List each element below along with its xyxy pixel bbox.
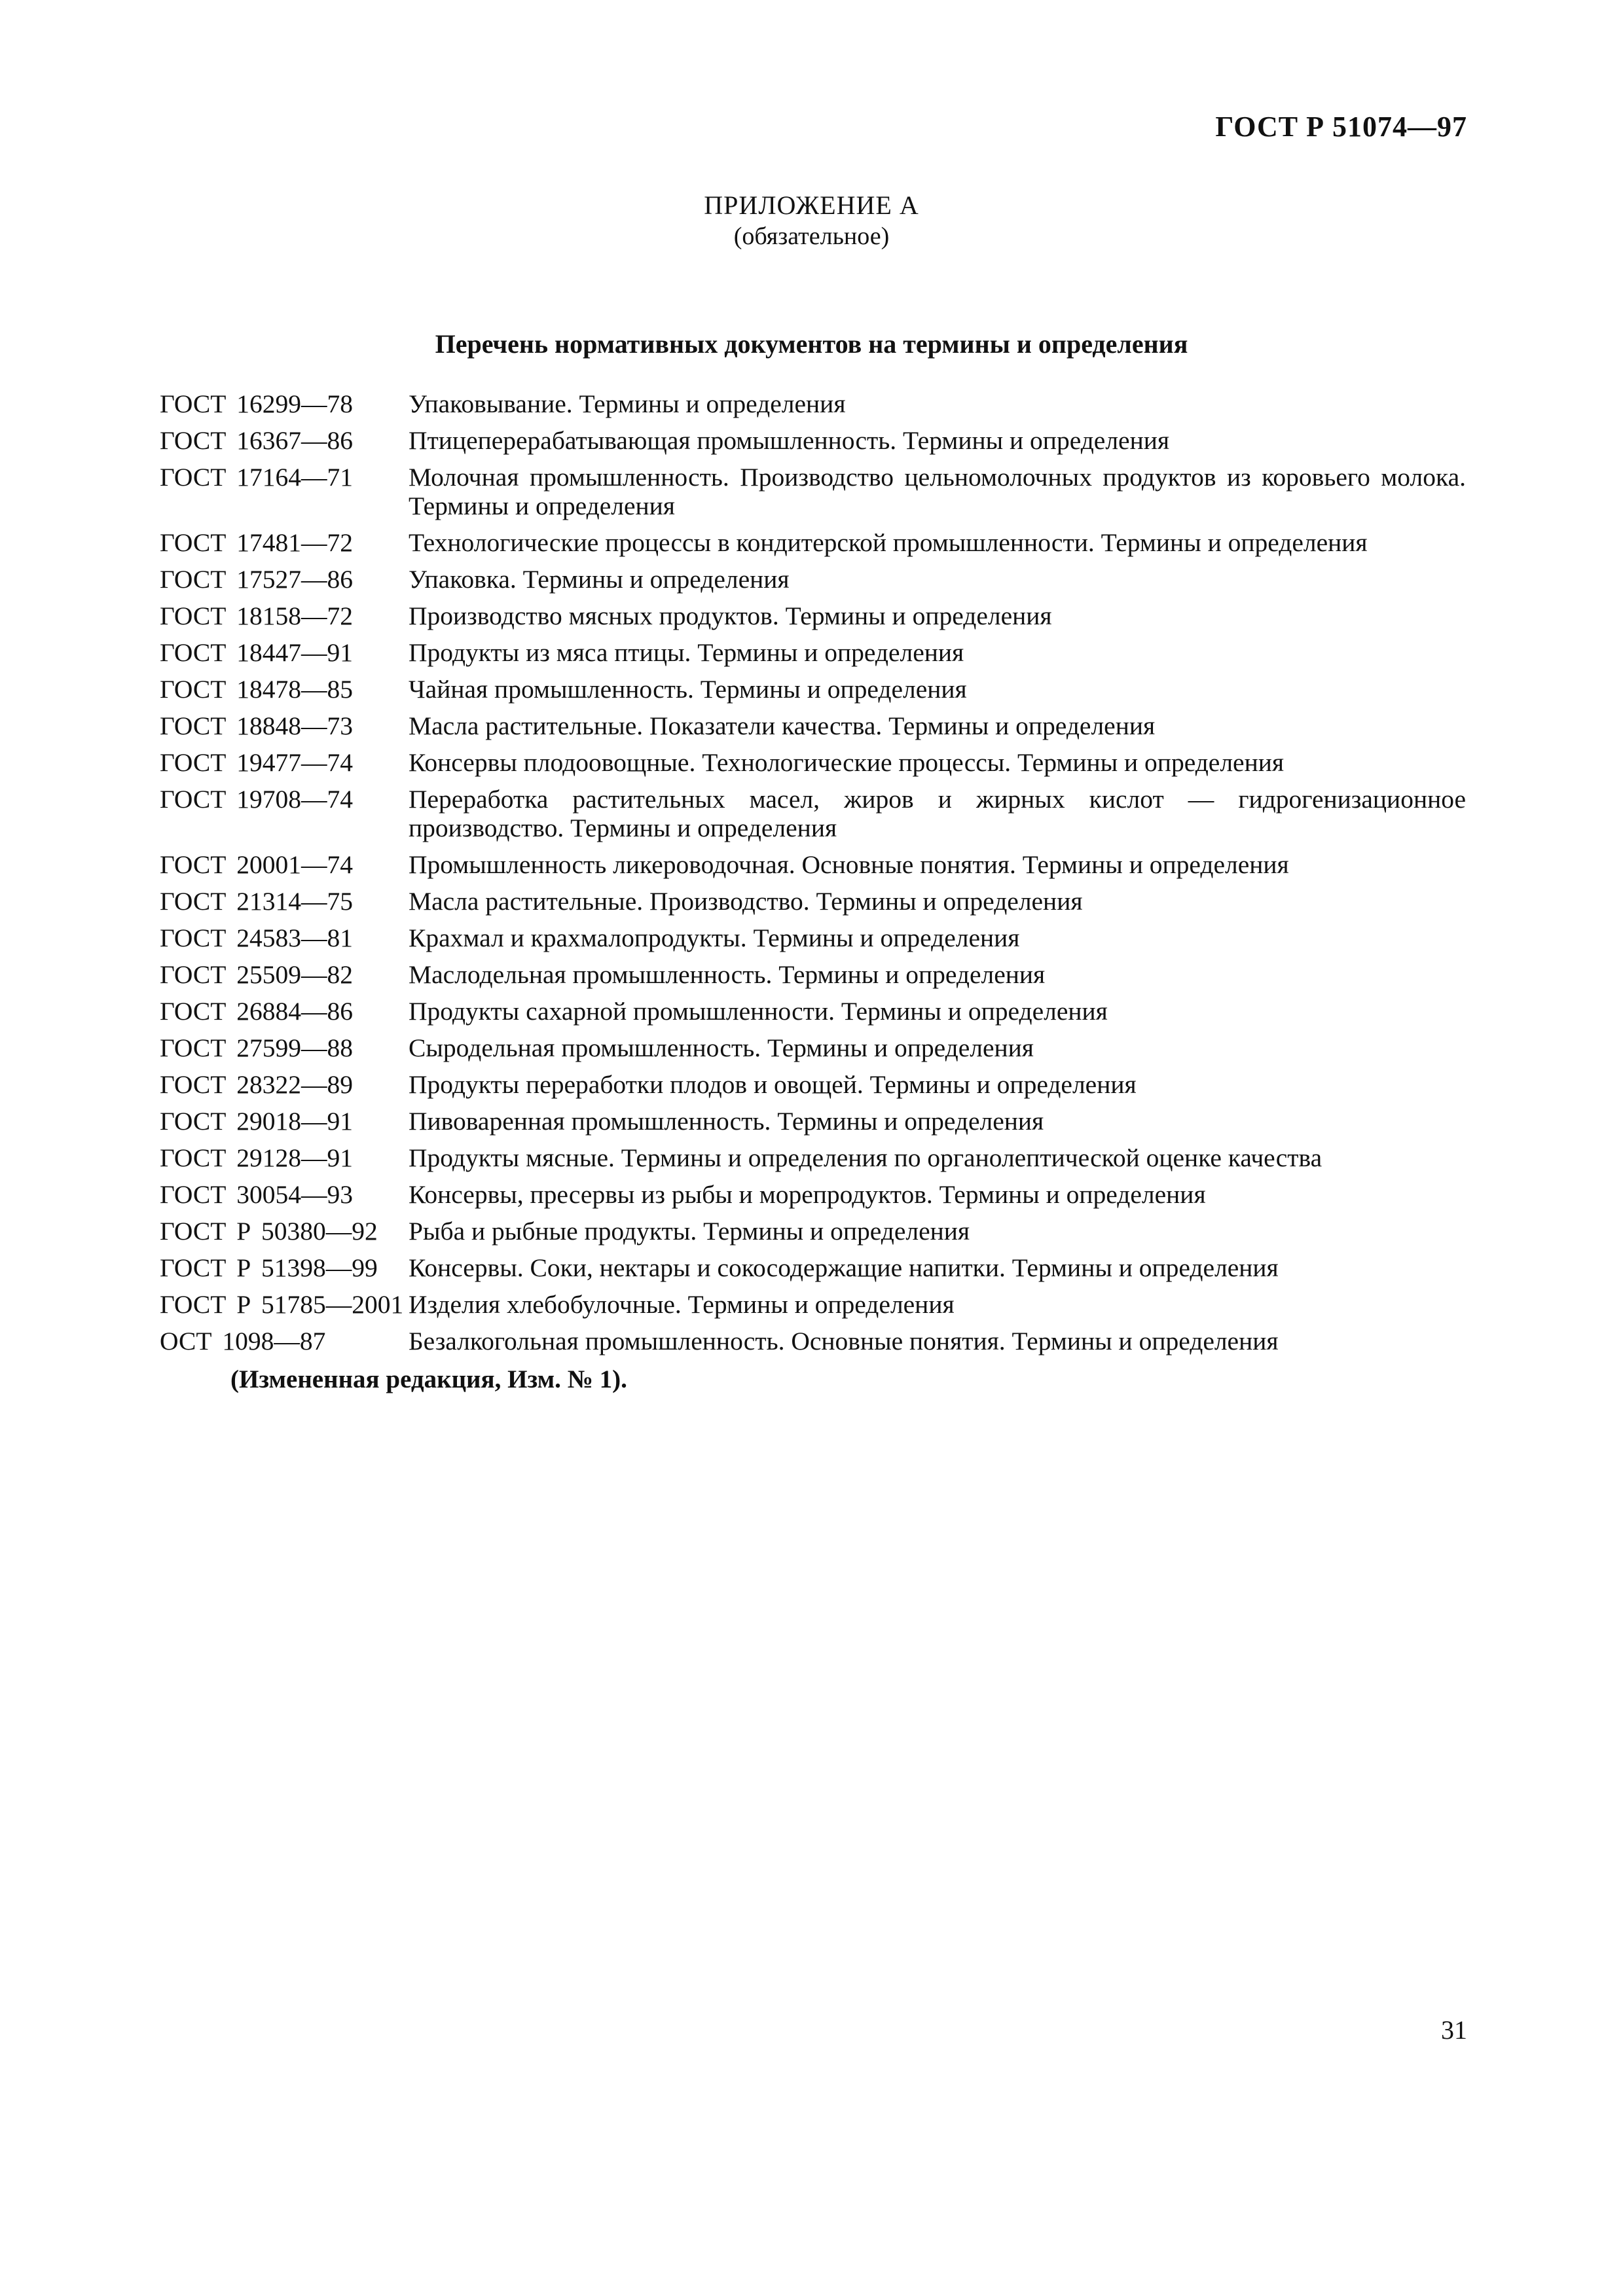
doc-title: Птицеперерабатывающая промышленность. Термины и определения [409,426,1170,455]
list-item [160,463,1466,520]
doc-title: Консервы, пресервы из рыбы и морепродуктов. Термины и определения [409,1180,1206,1209]
doc-code: ГОСТ 17481—72 [160,528,353,557]
doc-title: Крахмал и крахмалопродукты. Термины и определения [409,924,1020,952]
doc-code: ГОСТ 17164—71 [160,463,353,492]
doc-code: ГОСТ 27599—88 [160,1033,353,1062]
doc-code: ГОСТ 18848—73 [160,711,353,740]
doc-code: ГОСТ 16367—86 [160,426,353,455]
doc-title: Консервы плодоовощные. Технологические процессы. Термины и определения [409,748,1285,777]
list-item [160,1327,1466,1355]
doc-title: Рыба и рыбные продукты. Термины и определения [409,1217,970,1246]
list-item [160,785,1466,842]
doc-code: ГОСТ 17527—86 [160,565,353,594]
doc-code: ГОСТ Р 50380—92 [160,1217,378,1246]
list-item [160,638,1466,667]
doc-title: Продукты переработки плодов и овощей. Термины и определения [409,1070,1137,1099]
list-title: Перечень нормативных документов на термины и определения [435,329,1188,359]
doc-code: ГОСТ 25509—82 [160,960,353,989]
doc-code: ГОСТ 18447—91 [160,638,353,667]
list-item [160,601,1466,630]
list-item [160,748,1466,777]
doc-title: Промышленность ликероводочная. Основные понятия. Термины и определения [409,850,1289,879]
appendix-heading [0,190,1623,251]
appendix-title: ПРИЛОЖЕНИЕ А [704,190,919,220]
document-code: ГОСТ Р 51074—97 [1215,111,1467,143]
list-item [160,1107,1466,1136]
list-item [160,565,1466,594]
doc-title: Сыродельная промышленность. Термины и определения [409,1033,1034,1062]
doc-code: ГОСТ 18478—85 [160,675,353,704]
list-item [160,1290,1466,1319]
doc-code: ГОСТ 18158—72 [160,601,353,630]
list-item [160,850,1466,879]
doc-title: Молочная промышленность. Производство цельномолочных продуктов из коровьего молока. Термины и определения [409,463,1466,520]
doc-title: Технологические процессы в кондитерской промышленности. Термины и определения [409,528,1368,557]
doc-code: ОСТ 1098—87 [160,1327,326,1355]
doc-code: ГОСТ 28322—89 [160,1070,353,1099]
list-item [160,389,1466,418]
doc-title: Пивоваренная промышленность. Термины и определения [409,1107,1044,1136]
list-item [160,1033,1466,1062]
list-item [160,1070,1466,1099]
list-item [160,1143,1466,1172]
doc-title: Переработка растительных масел, жиров и жирных кислот — гидрогенизационное производство. Термины и определения [409,785,1466,842]
list-item [160,1217,1466,1246]
doc-title: Консервы. Соки, нектары и сокосодержащие напитки. Термины и определения [409,1253,1279,1282]
document-list [160,389,1466,1363]
doc-code: ГОСТ 21314—75 [160,887,353,916]
doc-title: Маслодельная промышленность. Термины и определения [409,960,1046,989]
doc-title: Упаковывание. Термины и определения [409,389,846,418]
doc-code: ГОСТ 29128—91 [160,1143,353,1172]
list-item [160,960,1466,989]
doc-title: Продукты сахарной промышленности. Термины и определения [409,997,1108,1026]
doc-title: Безалкогольная промышленность. Основные понятия. Термины и определения [409,1327,1279,1355]
doc-code: ГОСТ Р 51398—99 [160,1253,378,1282]
list-item [160,1253,1466,1282]
doc-title: Продукты из мяса птицы. Термины и определения [409,638,964,667]
doc-code: ГОСТ 26884—86 [160,997,353,1026]
doc-title: Продукты мясные. Термины и определения по органолептической оценке качества [409,1143,1322,1172]
list-item [160,997,1466,1026]
doc-code: ГОСТ Р 51785—2001 [160,1290,404,1319]
list-item [160,426,1466,455]
doc-code: ГОСТ 29018—91 [160,1107,353,1136]
doc-title: Масла растительные. Показатели качества. Термины и определения [409,711,1156,740]
list-item [160,887,1466,916]
doc-code: ГОСТ 20001—74 [160,850,353,879]
list-item [160,675,1466,704]
revision-note: (Измененная редакция, Изм. № 1). [230,1365,627,1393]
doc-title: Изделия хлебобулочные. Термины и определения [409,1290,955,1319]
list-item [160,528,1466,557]
doc-title: Упаковка. Термины и определения [409,565,790,594]
doc-code: ГОСТ 30054—93 [160,1180,353,1209]
list-item [160,711,1466,740]
doc-code: ГОСТ 19708—74 [160,785,353,814]
list-item [160,924,1466,952]
page-number: 31 [1441,2015,1467,2045]
list-item [160,1180,1466,1209]
doc-title: Масла растительные. Производство. Термины и определения [409,887,1083,916]
doc-title: Чайная промышленность. Термины и определения [409,675,967,704]
doc-code: ГОСТ 16299—78 [160,389,353,418]
doc-code: ГОСТ 19477—74 [160,748,353,777]
doc-title: Производство мясных продуктов. Термины и определения [409,601,1052,630]
doc-code: ГОСТ 24583—81 [160,924,353,952]
appendix-subtitle: (обязательное) [733,223,890,250]
